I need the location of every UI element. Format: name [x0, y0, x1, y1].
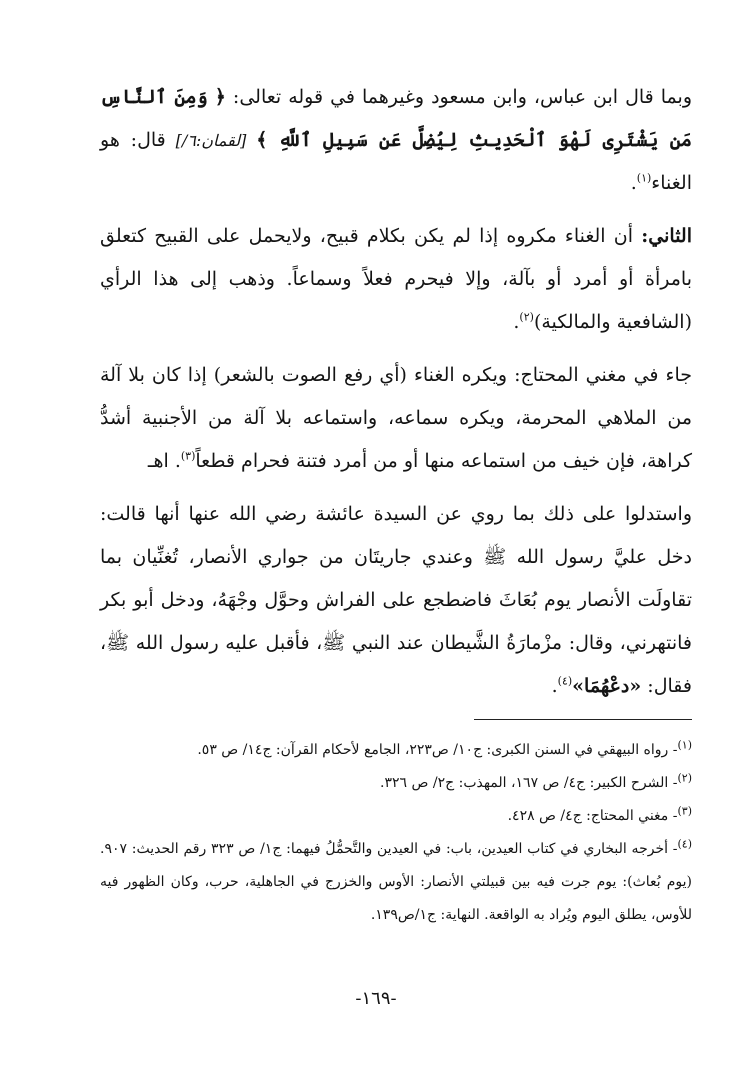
paragraph-3-text: جاء في مغني المحتاج: ويكره الغناء (أي رفع الصوت بالشعر) إذا كان بلا آلة من الملاهي المحرمة، ويكره سماعه، واستماعه بلا آلة من الأجنبية أشدُّ كراهة، فإن خيف من استماعه منها أو من أمرد فتنة فحرام قطعاً — [100, 364, 692, 472]
paragraph-3 — [100, 354, 692, 483]
footnote-2 — [100, 767, 692, 800]
footnote-2-text: - الشرح الكبير: ج٤/ ص ١٦٧، المهذب: ج٢/ ص ٣٢٦. — [380, 775, 678, 791]
quran-verse: وَمِنَ ٱلنَّاسِ مَن يَشْتَرِى لَهْوَ ٱلْحَدِيثِ لِيُضِلَّ عَن سَبِيلِ ٱللَّهِ — [100, 86, 693, 151]
paragraph-4-end: . — [551, 675, 558, 697]
verse-open-bracket: ﴿ — [214, 86, 226, 108]
verse-reference: [لقمان:٦/] — [165, 131, 257, 150]
paragraph-2-end: . — [513, 311, 520, 333]
footnote-marker-3[interactable]: (٣) — [180, 449, 196, 463]
paragraph-2-text: أن الغناء مكروه إذا لم يكن بكلام قبيح، ولايحمل على القبيح كتعلق بامرأة أو أمرد أو بآلة، وإلا فيحرم فعلاً وسماعاً. وذهب إلى هذا الرأي (الشافعية والمالكية) — [100, 225, 692, 333]
paragraph-2-heading: الثاني: — [641, 225, 692, 247]
footnote-4-text: - أخرجه البخاري في كتاب العيدين، باب: في العيدين والتَّحمُّلُ فيهما: ج١/ ص ٣٢٣ رقم الحديث: ٩٠٧. (يوم بُعاث): يوم جرت فيه بين قبيلتي الأنصار: الأوس والخزرج في الجاهلية، حرب، وكان الظهور فيه للأوس، يطلق اليوم ويُراد به الواقعة. النهاية: ج١/ص١٣٩. — [100, 841, 692, 923]
footnote-2-marker: (٢) — [677, 771, 692, 785]
footnote-4 — [100, 833, 692, 932]
footnote-marker-2[interactable]: (٢) — [519, 310, 534, 324]
main-text — [100, 76, 692, 708]
footnote-3-text: - مغني المحتاج: ج٤/ ص ٤٢٨. — [507, 808, 678, 824]
footnote-3-marker: (٣) — [677, 804, 692, 818]
footnote-divider — [474, 719, 692, 720]
footnote-marker-1[interactable]: (١) — [636, 171, 652, 185]
paragraph-4-text: واستدلوا على ذلك بما روي عن السيدة عائشة رضي الله عنها أنها قالت: دخل عليَّ رسول الله ﷺ وعندي جاريتَان من جواري الأنصار، تُغنِّيان بما تقاولَت الأنصار يوم بُعَاثَ فاضطجع على الفراش وحوَّل وجْهَهُ، ودخل أبو بكر فانتهرني، وقال: مزْمارَةُ الشَّيطان عند النبي ﷺ، فأقبل عليه رسول الله ﷺ، فقال: — [100, 503, 692, 697]
footnote-1-marker: (١) — [677, 738, 692, 752]
hadith-quote: «دعْهُمَا» — [572, 675, 642, 697]
footnote-4-marker: (٤) — [677, 837, 693, 851]
paragraph-1-lead: وبما قال ابن عباس، وابن مسعود وغيرهما في قوله تعالى: — [225, 86, 693, 108]
paragraph-1-end: . — [630, 172, 637, 194]
page-number: -١٦٩- — [355, 988, 397, 1009]
paragraph-4 — [100, 493, 692, 708]
verse-close-bracket: ﴾ — [256, 129, 268, 151]
paragraph-1-tail: قال: هو الغناء — [100, 129, 692, 194]
footnote-1 — [100, 734, 692, 767]
paragraph-3-end: . اهـ — [147, 450, 181, 472]
footnote-marker-4[interactable]: (٤) — [557, 674, 573, 688]
footnotes — [100, 734, 692, 932]
paragraph-2 — [100, 215, 692, 344]
paragraph-1 — [100, 76, 692, 205]
footnote-1-text: - رواه البيهقي في السنن الكبرى: ج١٠/ ص٢٢٣، الجامع لأحكام القرآن: ج١٤/ ص ٥٣. — [197, 742, 678, 758]
footnote-3 — [100, 800, 692, 833]
